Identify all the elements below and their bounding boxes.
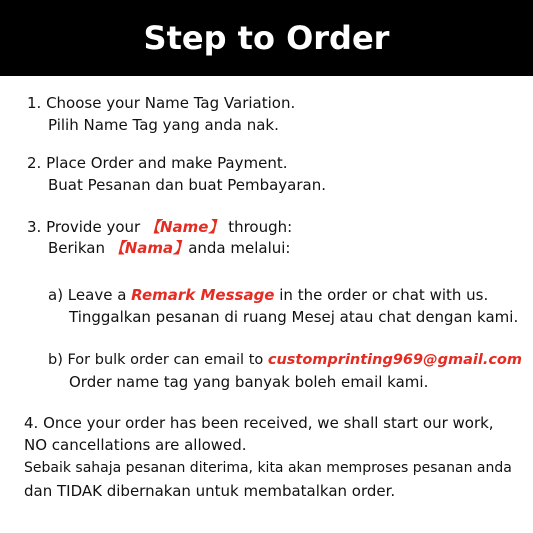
step-3a-text: a) Leave a	[48, 286, 132, 304]
step-3a-malay: Tinggalkan pesanan di ruang Mesej atau chat dengan kami.	[69, 308, 519, 326]
remark-message-highlight: Remark Message	[131, 286, 275, 304]
step-3a-english	[48, 285, 488, 305]
step-4-line-4: dan TIDAK dibernakan untuk membatalkan order.	[24, 482, 396, 500]
step-4-line-3: Sebaik sahaja pesanan diterima, kita akan memproses pesanan anda	[24, 460, 512, 476]
step-4-line-2: NO cancellations are allowed.	[24, 436, 247, 454]
step-3b-malay: Order name tag yang banyak boleh email kami.	[69, 373, 429, 391]
step-3b-text: b) For bulk order can email to	[48, 352, 268, 368]
step-3-english	[27, 217, 292, 237]
step-3-malay-text: Berikan	[48, 239, 110, 257]
step-3-malay	[48, 238, 290, 258]
step-3-malay-suffix: anda melalui:	[188, 239, 291, 257]
step-1-malay: Pilih Name Tag yang anda nak.	[48, 116, 279, 134]
step-3-suffix: through:	[223, 218, 293, 236]
step-2-english: 2. Place Order and make Payment.	[27, 154, 288, 172]
page-title: Step to Order	[143, 19, 390, 57]
step-1-english: 1. Choose your Name Tag Variation.	[27, 94, 296, 112]
email-link[interactable]: customprinting969@gmail.com	[267, 352, 522, 368]
nama-highlight: 【Nama】	[109, 239, 189, 257]
step-2-malay: Buat Pesanan dan buat Pembayaran.	[48, 176, 326, 194]
name-highlight: 【Name】	[144, 218, 224, 236]
step-3a-suffix: in the order or chat with us.	[274, 286, 489, 304]
step-4-line-1: 4. Once your order has been received, we shall start our work,	[24, 414, 494, 432]
step-3b-english	[48, 350, 522, 370]
step-3-text: 3. Provide your	[27, 218, 145, 236]
